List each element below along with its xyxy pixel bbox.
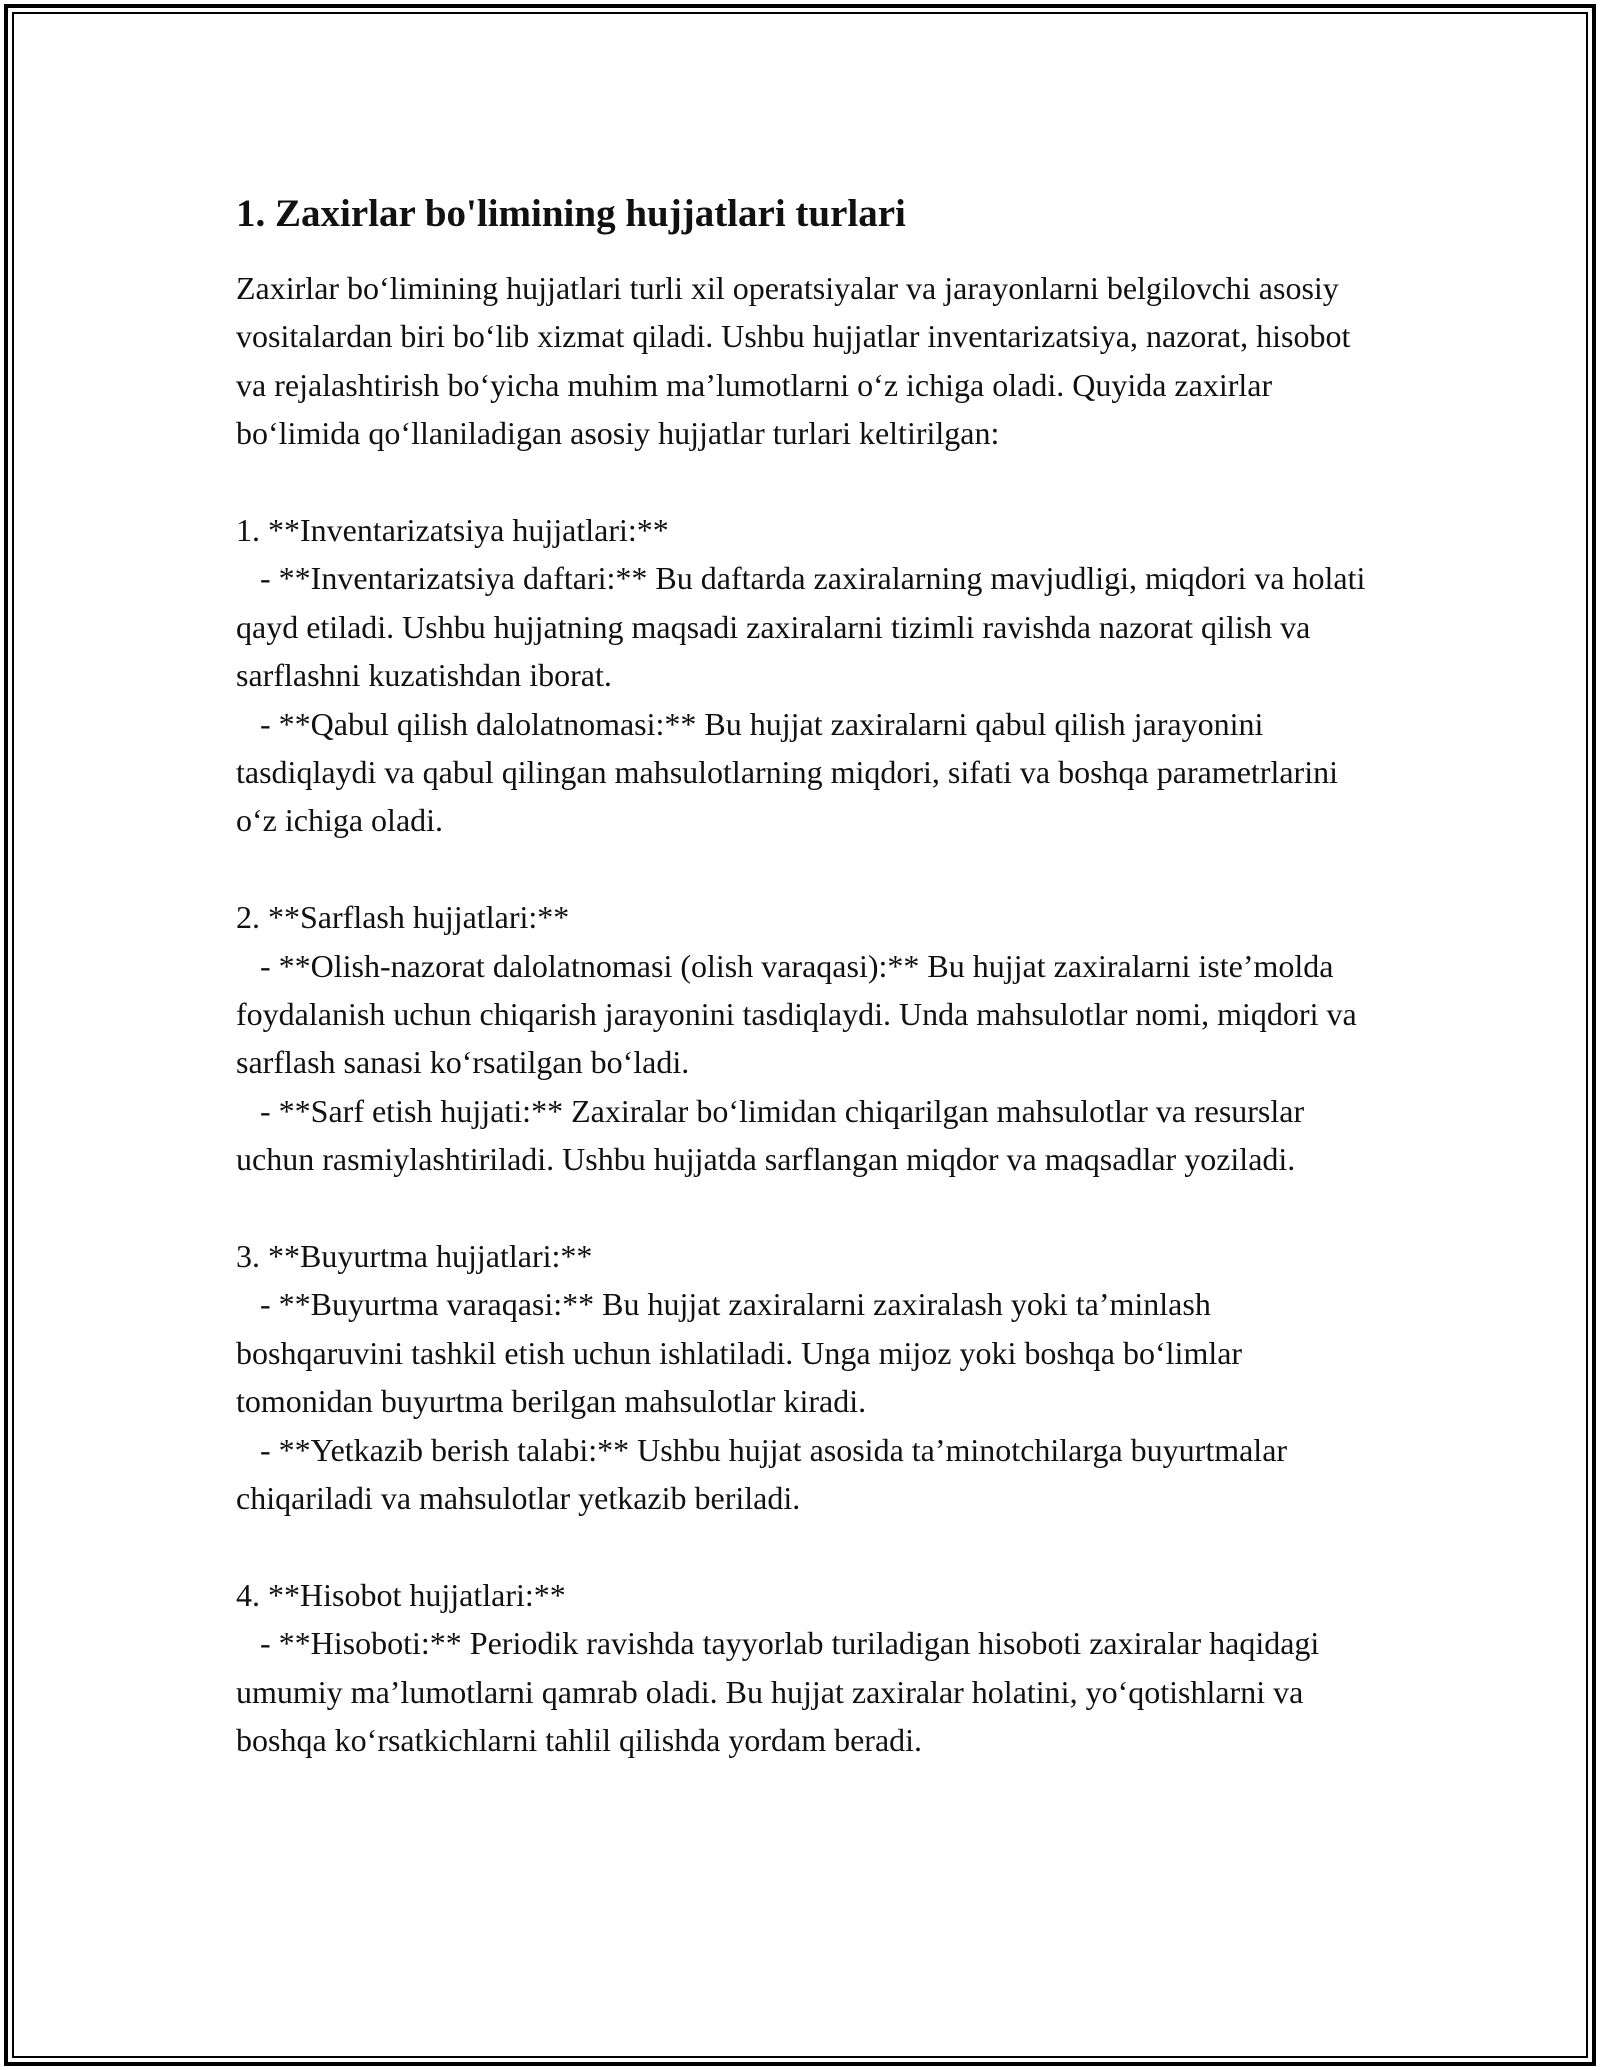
document-body: [236, 188, 1374, 1765]
intro-paragraph: Zaxirlar bo‘limining hujjatlari turli xil operatsiyalar va jarayonlarni belgilovchi asosiy vositalardan biri bo‘lib xizmat qiladi. Ushbu hujjatlar inventarizatsiya, nazorat, hisobot va rejalashtirish bo‘yicha muhim ma’lumotlarni o‘z ichiga oladi. Quyida zaxirlar bo‘limida qo‘llaniladigan asosiy hujjatlar turlari keltirilgan:: [236, 270, 1359, 452]
section-2-item-1: - **Olish-nazorat dalolatnomasi (olish varaqasi):** Bu hujjat zaxiralarni iste’molda foydalanish uchun chiqarish jarayonini tasdiqlaydi. Unda mahsulotlar nomi, miqdori va sarflash sanasi ko‘rsatilgan bo‘ladi.: [236, 947, 1365, 1081]
section-heading: 1. Zaxirlar bo'limining hujjatlari turlari: [236, 192, 906, 235]
paragraph-gap: [236, 1184, 1366, 1232]
section-4-title: 4. **Hisobot hujjatlari:**: [236, 1576, 566, 1613]
section-3-item-1: - **Buyurtma varaqasi:** Bu hujjat zaxiralarni zaxiralash yoki ta’minlash boshqaruvini tashkil etish uchun ishlatiladi. Unga mijoz yoki boshqa bo‘limlar tomonidan buyurtma berilgan mahsulotlar kiradi.: [236, 1286, 1251, 1420]
section-2-title: 2. **Sarflash hujjatlari:**: [236, 899, 570, 936]
section-1-item-1: - **Inventarizatsiya daftari:** Bu daftarda zaxiralarning mavjudligi, miqdori va holati qayd etiladi. Ushbu hujjatning maqsadi zaxiralarni tizimli ravishda nazorat qilish va sarflashni kuzatishdan iborat.: [236, 560, 1374, 694]
section-1-item-2: - **Qabul qilish dalolatnomasi:** Bu hujjat zaxiralarni qabul qilish jarayonini tasdiqlaydi va qabul qilingan mahsulotlarning miqdori, sifati va boshqa parametrlarini o‘z ichiga oladi.: [236, 705, 1346, 839]
section-3-title: 3. **Buyurtma hujjatlari:**: [236, 1238, 593, 1275]
section-2-item-2: - **Sarf etish hujjati:** Zaxiralar bo‘limidan chiqarilgan mahsulotlar va resurslar uchun rasmiylashtiriladi. Ushbu hujjatda sarflangan miqdor va maqsadlar yoziladi.: [236, 1092, 1313, 1178]
paragraph-gap: [236, 845, 1366, 893]
section-1-title: 1. **Inventarizatsiya hujjatlari:**: [236, 512, 669, 549]
section-3-item-2: - **Yetkazib berish talabi:** Ushbu hujjat asosida ta’minotchilarga buyurtmalar chiqariladi va mahsulotlar yetkazib beriladi.: [236, 1431, 1296, 1517]
paragraph-gap: [236, 1523, 1366, 1571]
section-4-item-1: - **Hisoboti:** Periodik ravishda tayyorlab turiladigan hisoboti zaxiralar haqidagi umumiy ma’lumotlarni qamrab oladi. Bu hujjat zaxiralar holatini, yo‘qotishlarni va boshqa ko‘rsatkichlarni tahlil qilishda yordam beradi.: [236, 1625, 1328, 1759]
paragraph-gap: [236, 458, 1366, 506]
